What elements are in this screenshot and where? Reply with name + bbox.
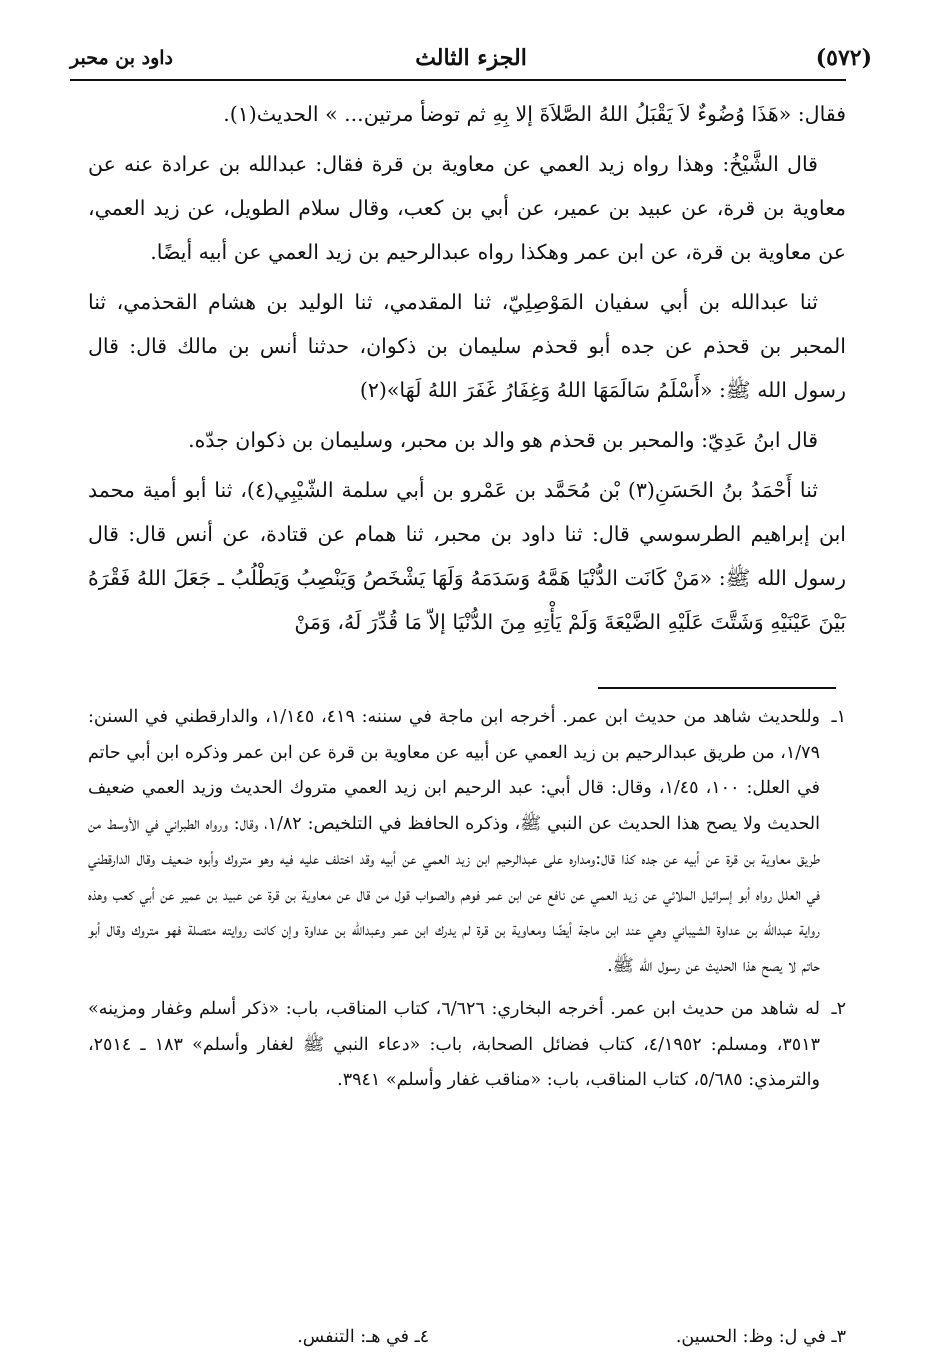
footnote-2	[88, 992, 846, 1099]
paragraph-2: قال الشَّيْخُ: وهذا رواه زيد العمي عن معاوية بن قرة فقال: عبدالله بن عرادة عنه عن معاوية بن قرة، عن عبيد بن عمير، عن أبي بن كعب، وقال سلام الطويل، عن زيد العمي، عن معاوية بن قرة، عن ابن عمر وهكذا رواه عبدالرحيم بن زيد العمي عن أبيه أيضًا.	[88, 152, 846, 264]
footnotes	[88, 700, 846, 1107]
paragraph-3: ثنا عبدالله بن أبي سفيان المَوْصِلِيّ، ثنا المقدمي، ثنا الوليد بن هشام القحذمي، ثنا المحبر بن قحذم عن جده أبو قحذم سليمان بن ذكوان، حدثنا أنس بن مالك قال: قال رسول الله ﷺ: «أَسْلَمُ سَالَمَهَا اللهُ وَغِفَارُ غَفَرَ اللهُ لَهَا»(٢)	[88, 290, 846, 402]
page-number: (٥٧٢)	[815, 45, 872, 71]
main-text	[88, 92, 846, 650]
entry-name: داود بن محبر	[70, 47, 174, 69]
footnote-text: له شاهد من حديث ابن عمر. أخرجه البخاري: ٦/٦٢٦، كتاب المناقب، باب: «ذكر أسلم وغفار ومزينه» ٣٥١٣، ومسلم: ٤/١٩٥٢، كتاب فضائل الصحابة، باب: «دعاء النبي ﷺ لغفار وأسلم» ١٨٣ ـ ٢٥١٤، والترمذي: ٥/٦٨٥، كتاب المناقب، باب: «مناقب غفار وأسلم» ٣٩٤١.	[88, 999, 820, 1090]
paragraph-5: ثنا أَحْمَدُ بنُ الحَسَنِ(٣) بْن مُحَمَّد بن عَمْرو بن أبي سلمة الشّيْبِي(٤)، ثنا أبو أمية محمد ابن إبراهيم الطرسوسي قال: ثنا داود بن محبر، ثنا همام عن قتادة، عن أنس قال: قال رسول الله ﷺ: «مَنْ كَانَت الدُّنْيَا هَمَّهُ وَسَدَمَهُ وَلَهَا يَشْخَصُ وَيَنْصِبُ وَيَطْلُبُ ـ جَعَلَ اللهُ فَقْرَهُ بَيْنَ عَيْنَيْهِ وَشَتَّتَ عَلَيْهِ الضَّيْعَةَ وَلَمْ يَأْتِهِ مِنَ الدُّنْيَا إلاّ مَا قُدِّرَ لَهُ، وَمَنْ	[88, 478, 846, 634]
page-header	[70, 38, 872, 78]
paragraph-1: فقال: «هَذَا وُضُوءٌ لاَ يَقْبَلُ اللهُ الصَّلاَةَ إلا بِهِ ثم توضأ مرتين... » الحديث(١).	[223, 102, 846, 126]
footnotes-3-4	[88, 1322, 846, 1352]
footnote-3: ٣ـ في ل: وظ: الحسين.	[675, 1327, 846, 1347]
footnote-number: ٢ـ	[831, 999, 846, 1019]
footnote-text: وللحديث شاهد من حديث ابن عمر. أخرجه ابن ماجة في سننه: ٤١٩، ١/١٤٥، والدارقطني في السنن: ١/٧٩، من طريق عبدالرحيم بن زيد العمي عن أبيه عن معاوية بن قرة عن ابن عمر وذكره ابن أبي حاتم في العلل: ١٠٠، ١/٤٥، وقال: قال أبي: عبد الرحيم ابن زيد العمي متروك الحديث وزيد العمي ضعيف الحديث ولا يصح هذا الحديث عن النبي ﷺ، وذكره الحافظ في التلخيص: ١/٨٢، وقال: ورواه الطبراني في الأوسط من طريق معاوية بن قرة عن أبيه عن جده كذا قال:ومداره على عبدالرحيم ابن زيد العمي عن أبيه وقد اختلف عليه فيه وهو متروك وأبوه ضعيف وقال الدارقطني في العلل رواه أبو إسرائيل الملائي عن زيد العمي عن نافع عن ابن عمر فوهم والصواب قول من قال عن معاوية بن قرة عن عبيد بن عمير عن أبي كعب وهذه رواية عبدالله بن عداوة الشيباني وهي عند ابن ماجة أيضًا ومعاوية بن قرة لم يدرك ابن عمر وعبدالله بن عداوة وإن كانت روايته متصلة فهو متروك وقال أبو حاتم لا يصح هذا الحديث عن رسول الله ﷺ.	[88, 707, 821, 976]
paragraph-4: قال ابنُ عَدِيّ: والمحبر بن قحذم هو والد بن محبر، وسليمان بن ذكوان جدّه.	[188, 428, 818, 452]
footnote-rule	[598, 687, 836, 689]
footnote-1	[88, 700, 846, 984]
footnote-number: ١ـ	[831, 707, 846, 727]
header-rule	[70, 79, 846, 81]
footnote-4: ٤ـ في هـ: التنفس.	[297, 1327, 430, 1347]
volume-title: الجزء الثالث	[415, 45, 527, 71]
